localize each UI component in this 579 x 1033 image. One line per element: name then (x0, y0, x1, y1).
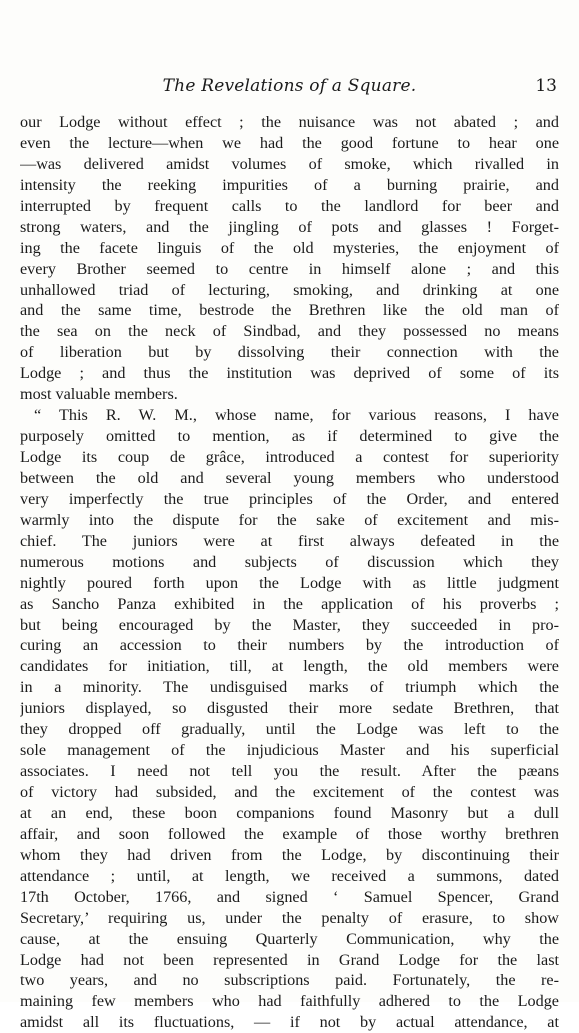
text-line: very imperfectly the true principles of the Order, and entered (20, 489, 559, 508)
text-line: of liberation but by dissolving their connection with the (20, 343, 559, 362)
text-line: Lodge ; and thus the institution was deprived of some of its (20, 364, 559, 383)
page-header (20, 76, 559, 98)
text-line: “ This R. W. M., whose name, for various reasons, I have (34, 406, 559, 425)
text-line: 17th October, 1766, and signed ‘ Samuel Spencer, Grand (20, 887, 559, 906)
text-line: associates. I need not tell you the result. After the pæans (20, 762, 559, 781)
text-line: —was delivered amidst volumes of smoke, which rivalled in (20, 154, 559, 173)
text-line: interrupted by frequent calls to the landlord for beer and (20, 196, 559, 215)
text-line: cause, at the ensuing Quarterly Communication, why the (20, 929, 559, 948)
text-line: maining few members who had faithfully adhered to the Lodge (20, 992, 559, 1011)
text-line: attendance ; until, at length, we received a summons, dated (20, 866, 559, 885)
text-line: warmly into the dispute for the sake of excitement and mis- (20, 510, 559, 529)
text-line: unhallowed triad of lecturing, smoking, and drinking at one (20, 280, 559, 299)
text-line: at an end, these boon companions found Masonry but a dull (20, 803, 559, 822)
text-line: candidates for initiation, till, at length, the old members were (20, 657, 559, 676)
text-line: our Lodge without effect ; the nuisance was not abated ; and (20, 113, 559, 131)
text-line: amidst all its fluctuations, — if not by actual attendance, at (20, 1013, 559, 1032)
text-line: as Sancho Panza exhibited in the application of his proverbs ; (20, 594, 559, 613)
text-line: every Brother seemed to centre in himself alone ; and this (20, 259, 559, 278)
text-line: intensity the reeking impurities of a burning prairie, and (20, 175, 559, 194)
text-line: the sea on the neck of Sindbad, and they possessed no means (20, 322, 559, 341)
text-line: of victory had subsided, and the excitement of the contest was (20, 783, 559, 801)
text-line: they dropped off gradually, until the Lodge was left to the (20, 720, 559, 739)
text-line: two years, and no subscriptions paid. Fortunately, the re- (20, 971, 559, 990)
text-line: purposely omitted to mention, as if determined to give the (20, 427, 559, 446)
text-line: Lodge had not been represented in Grand Lodge for the last (20, 950, 559, 969)
text-line: ing the facete linguis of the old mysteries, the enjoyment of (20, 238, 559, 257)
text-line: sole management of the injudicious Master and his superficial (20, 741, 559, 760)
text-line: nightly poured forth upon the Lodge with as little judgment (20, 573, 559, 592)
page-number: 13 (535, 76, 557, 96)
text-line: strong waters, and the jingling of pots and glasses ! Forget- (20, 217, 559, 236)
text-line: Lodge its coup de grâce, introduced a contest for superiority (20, 448, 559, 466)
body-text (20, 112, 559, 1033)
text-line: but being encouraged by the Master, they succeeded in pro- (20, 615, 559, 634)
text-line: affair, and soon followed the example of those worthy brethren (20, 824, 559, 843)
text-line: numerous motions and subjects of discussion which they (20, 552, 559, 571)
running-title: The Revelations of a Square. (162, 76, 417, 96)
text-line: chief. The juniors were at first always defeated in the (20, 531, 559, 550)
text-line: even the lecture—when we had the good fortune to hear one (20, 133, 559, 152)
text-line: in a minority. The undisguised marks of triumph which the (20, 678, 559, 697)
text-line: juniors displayed, so disgusted their more sedate Brethren, that (20, 699, 559, 718)
text-line: whom they had driven from the Lodge, by discontinuing their (20, 845, 559, 864)
text-line: Secretary,’ requiring us, under the penalty of erasure, to show (20, 908, 559, 927)
text-line: between the old and several young members who understood (20, 468, 559, 487)
text-line: and the same time, bestrode the Brethren like the old man of (20, 301, 559, 320)
text-line: most valuable members. (20, 385, 178, 404)
text-line: curing an accession to their numbers by the introduction of (20, 636, 559, 655)
